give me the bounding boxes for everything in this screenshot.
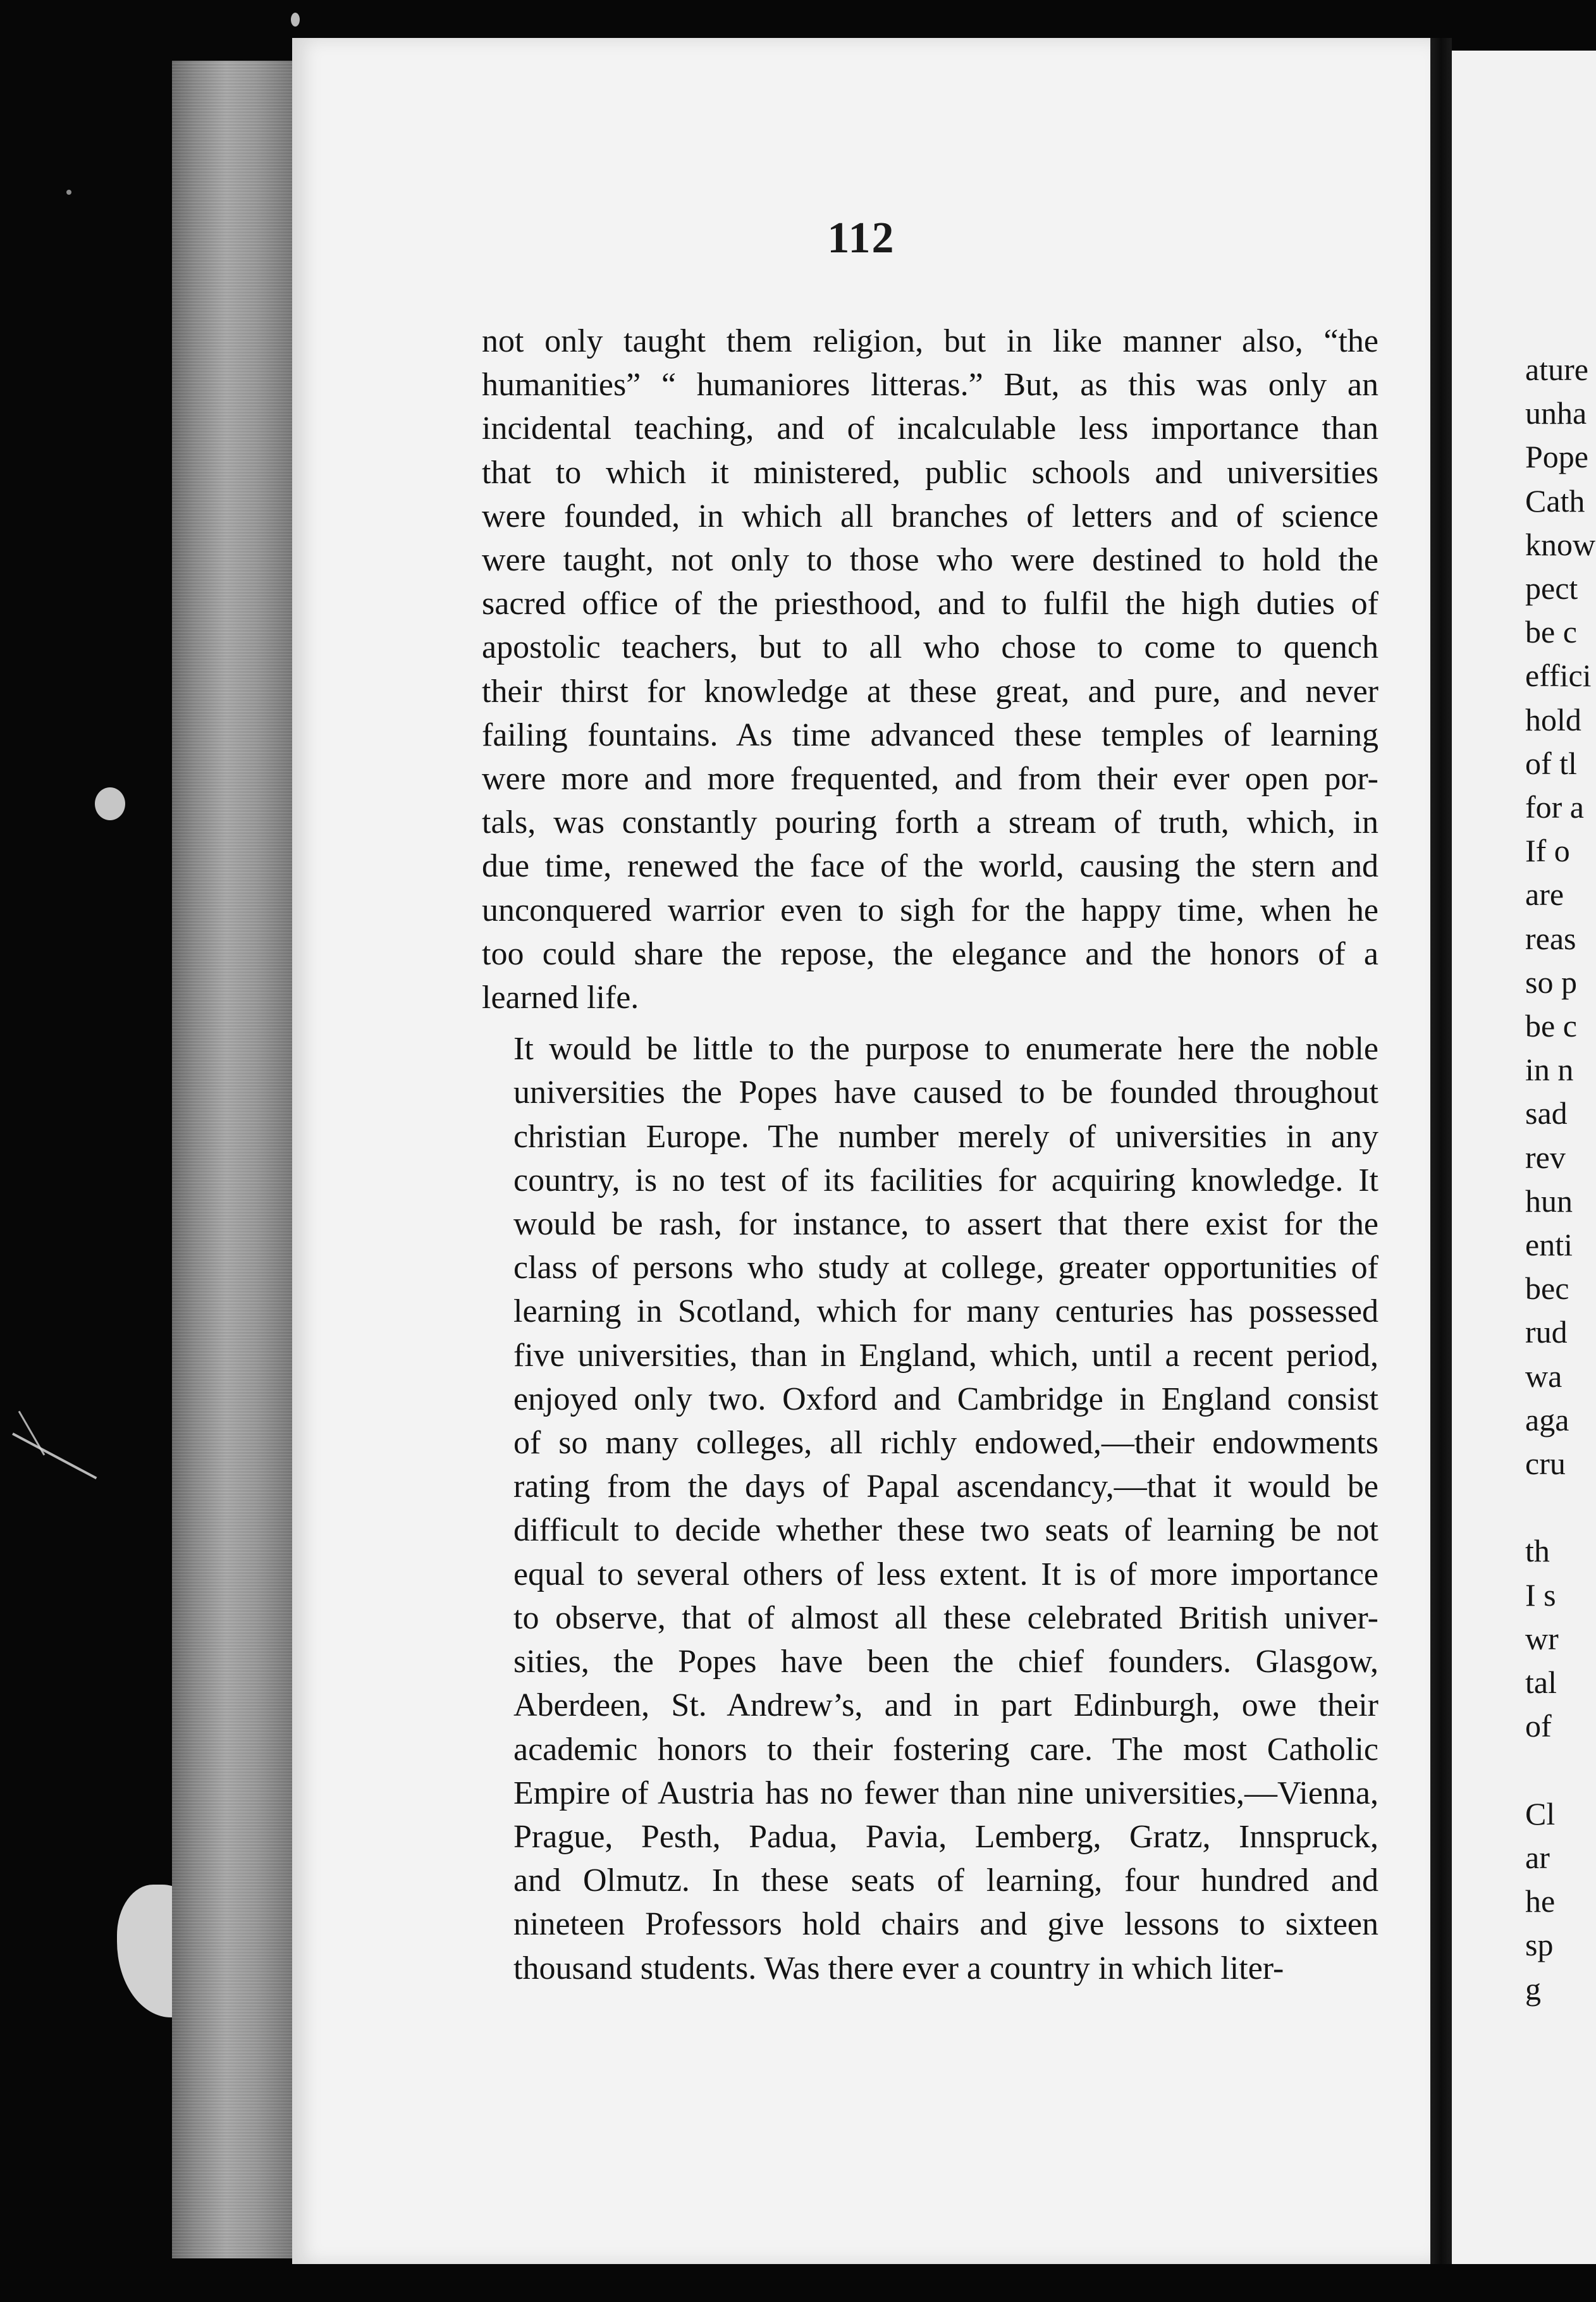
text-line: due time, renewed the face of the world, causing the stern and xyxy=(482,848,1378,885)
left-page xyxy=(292,38,1430,2264)
text-line: apostolic teachers, but to all who chose to come to quench xyxy=(482,629,1378,666)
text-fragment: rud xyxy=(1525,1314,1568,1350)
text-fragment: wa xyxy=(1525,1358,1562,1394)
text-line: not only taught them religion, but in like manner also, “the xyxy=(482,323,1378,359)
text-fragment: tal xyxy=(1525,1665,1557,1701)
text-line: incidental teaching, and of incalculable less importance than xyxy=(482,410,1378,447)
text-line: learned life. xyxy=(482,980,639,1016)
paragraph-1 xyxy=(482,319,1378,1019)
text-line: thousand students. Was there ever a country in which liter- xyxy=(513,1950,1284,1986)
text-line: universities the Popes have caused to be founded throughout xyxy=(513,1074,1378,1111)
text-fragment: ar xyxy=(1525,1839,1550,1875)
text-fragment: for a xyxy=(1525,789,1584,825)
text-line: were more and more frequented, and from their ever open por- xyxy=(482,761,1378,797)
text-fragment: of xyxy=(1525,1708,1552,1744)
paragraph-2 xyxy=(482,1027,1378,1990)
page-number: 112 xyxy=(827,214,895,262)
text-fragment: unha xyxy=(1525,395,1587,431)
text-fragment: are xyxy=(1525,877,1564,913)
right-page-text-fragments xyxy=(1525,348,1595,2011)
text-fragment xyxy=(1525,1486,1595,1529)
text-line: failing fountains. As time advanced these temples of learning xyxy=(482,717,1378,753)
text-fragment: rev xyxy=(1525,1139,1566,1175)
text-line: too could share the repose, the elegance and the honors of a xyxy=(482,935,1378,972)
text-fragment: so p xyxy=(1525,964,1577,1000)
text-fragment: effici xyxy=(1525,658,1592,694)
text-fragment: g xyxy=(1525,1971,1541,2007)
text-fragment: reas xyxy=(1525,920,1576,956)
text-line: Prague, Pesth, Padua, Pavia, Lemberg, Gratz, Innspruck, xyxy=(513,1818,1378,1855)
text-line: tals, was constantly pouring forth a stream of truth, which, in xyxy=(482,804,1378,841)
text-fragment: in n xyxy=(1525,1052,1574,1088)
text-fragment: he xyxy=(1525,1883,1556,1919)
text-line: their thirst for knowledge at these great, and pure, and never xyxy=(482,673,1378,710)
text-line: humanities” “ humaniores litteras.” But, as this was only an xyxy=(482,367,1378,403)
text-line: academic honors to their fostering care. The most Catholic xyxy=(513,1731,1378,1768)
text-fragment: of tl xyxy=(1525,745,1577,781)
text-line: unconquered warrior even to sigh for the happy time, when he xyxy=(482,892,1378,928)
text-line: class of persons who study at college, greater opportunities of xyxy=(513,1250,1378,1286)
page-divider xyxy=(1430,38,1452,2264)
text-line: to observe, that of almost all these celebrated British univer- xyxy=(513,1599,1378,1636)
text-line: rating from the days of Papal ascendancy,—that it would be xyxy=(513,1468,1378,1505)
text-fragment: aga xyxy=(1525,1401,1569,1437)
text-fragment: hun xyxy=(1525,1183,1573,1219)
dust-speck xyxy=(291,13,300,27)
text-line: It would be little to the purpose to enumerate here the noble xyxy=(513,1031,1378,1068)
text-line: were taught, not only to those who were destined to hold the xyxy=(482,542,1378,579)
text-fragment: bec xyxy=(1525,1271,1569,1307)
text-fragment: Cath xyxy=(1525,483,1585,519)
text-line: learning in Scotland, which for many centuries has possessed xyxy=(513,1293,1378,1330)
text-line: difficult to decide whether these two seats of learning be not xyxy=(513,1512,1378,1549)
text-line: Aberdeen, St. Andrew’s, and in part Edinburgh, owe their xyxy=(513,1687,1378,1724)
text-line: christian Europe. The number merely of universities in any xyxy=(513,1118,1378,1155)
text-line: enjoyed only two. Oxford and Cambridge in England consist xyxy=(513,1381,1378,1417)
right-page xyxy=(1452,51,1596,2264)
text-fragment: ature xyxy=(1525,352,1588,387)
text-fragment xyxy=(1525,1749,1595,1792)
text-fragment: be c xyxy=(1525,614,1577,650)
text-fragment: sad xyxy=(1525,1095,1568,1131)
text-fragment: pect xyxy=(1525,570,1578,606)
text-fragment: th xyxy=(1525,1533,1550,1569)
text-fragment: I s xyxy=(1525,1577,1556,1613)
text-line: Empire of Austria has no fewer than nine universities,—Vienna, xyxy=(513,1775,1378,1811)
text-line: sacred office of the priesthood, and to fulfil the high duties of xyxy=(482,586,1378,622)
dust-speck xyxy=(66,190,71,195)
page-text-body xyxy=(482,319,1378,1990)
text-fragment: Pope xyxy=(1525,439,1588,475)
text-fragment: If o xyxy=(1525,833,1570,869)
book-binding-gutter xyxy=(172,61,292,2258)
text-line: country, is no test of its facilities for acquiring knowledge. It xyxy=(513,1162,1378,1198)
text-line: of so many colleges, all richly endowed,—their endowments xyxy=(513,1425,1378,1462)
dust-speck xyxy=(95,787,125,820)
text-fragment: be c xyxy=(1525,1008,1577,1044)
text-line: and Olmutz. In these seats of learning, four hundred and xyxy=(513,1862,1378,1899)
text-fragment: cru xyxy=(1525,1446,1566,1482)
text-line: sities, the Popes have been the chief founders. Glasgow, xyxy=(513,1644,1378,1680)
text-fragment: Cl xyxy=(1525,1795,1556,1831)
text-line: nineteen Professors hold chairs and give lessons to sixteen xyxy=(513,1906,1378,1943)
text-line: five universities, than in England, which, until a recent period, xyxy=(513,1337,1378,1374)
text-line: equal to several others of less extent. It is of more importance xyxy=(513,1556,1378,1592)
text-fragment: sp xyxy=(1525,1927,1554,1963)
text-fragment: know xyxy=(1525,526,1596,562)
text-line: were founded, in which all branches of letters and of science xyxy=(482,498,1378,534)
text-fragment: enti xyxy=(1525,1227,1573,1263)
text-fragment: wr xyxy=(1525,1620,1559,1656)
text-line: would be rash, for instance, to assert that there exist for the xyxy=(513,1206,1378,1243)
text-fragment: hold xyxy=(1525,701,1581,737)
text-line: that to which it ministered, public schools and universities xyxy=(482,454,1378,491)
